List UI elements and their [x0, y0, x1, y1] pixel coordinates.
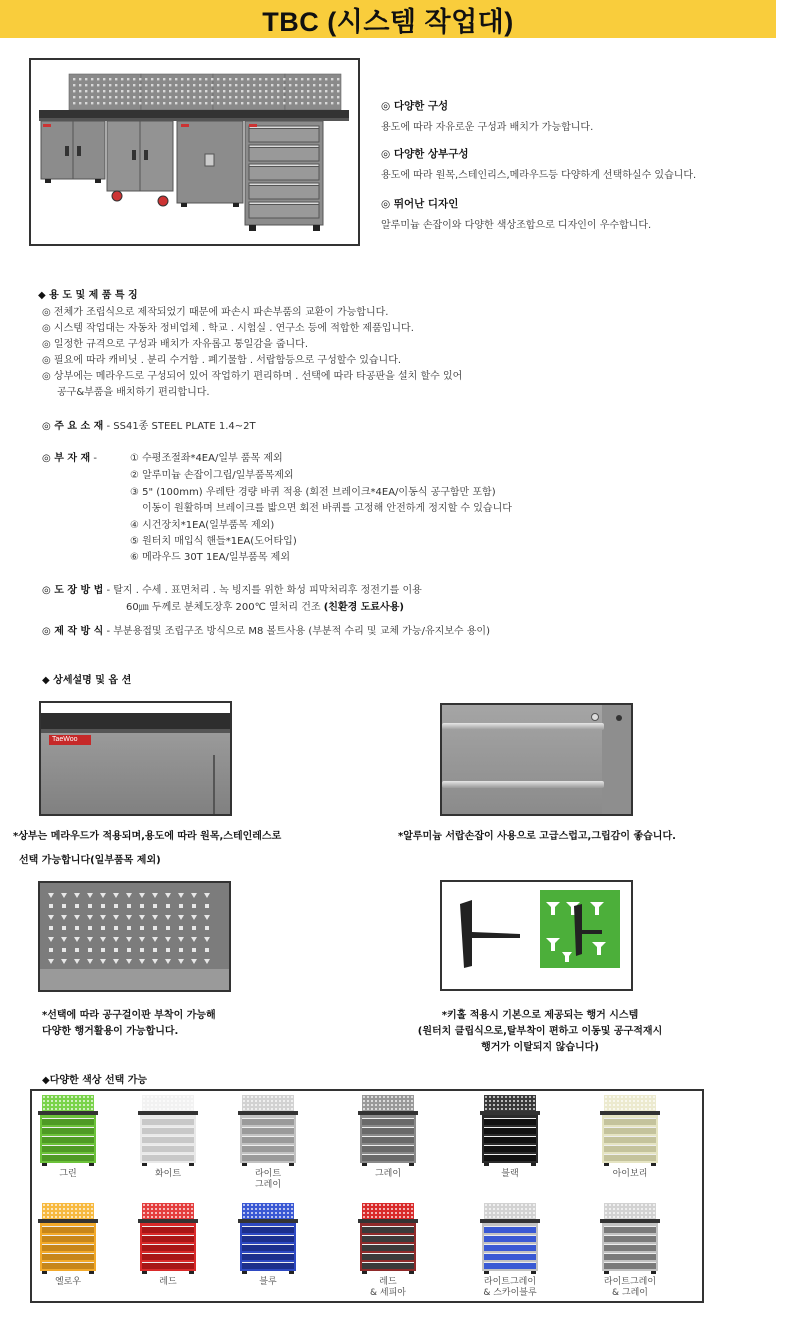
caption-4c: 행거가 이탈되지 않습니다)	[481, 1042, 599, 1053]
detail-image-drawer	[440, 703, 633, 816]
color-swatch	[358, 1095, 418, 1165]
detail-image-hanger	[440, 880, 633, 991]
feature-title: ◎ 다양한 상부구성	[381, 148, 469, 160]
accessory-item: ① 수평조절좌*4EA/일부 품목 제외	[130, 453, 283, 464]
color-swatch	[138, 1203, 198, 1273]
color-label-line: 그린	[59, 1169, 77, 1179]
caption-4a: *키홀 적용시 기본으로 제공되는 행거 시스템	[441, 1010, 639, 1021]
color-heading: ◆다양한 색상 선택 가능	[42, 1075, 148, 1086]
caption-1a: *상부는 메라우드가 적용되며,용도에 따라 원목,스테인레스로	[13, 831, 282, 842]
material-label: ◎ 주 요 소 재	[42, 421, 104, 432]
title-banner	[0, 0, 776, 38]
detail-image-top	[39, 701, 232, 816]
usage-heading: ◆ 용 도 및 제 품 특 징	[38, 290, 138, 301]
feature-2	[381, 146, 791, 181]
accessory-item: 이동이 원활하며 브레이크를 밟으면 회전 바퀴를 고정해 안전하게 정지할 수 있습니다	[142, 503, 512, 514]
color-label-line: 레드	[379, 1277, 397, 1287]
color-label-line: 라이트그레이	[603, 1277, 657, 1287]
color-swatch	[358, 1203, 418, 1273]
feature-3	[381, 196, 791, 231]
color-swatch	[238, 1203, 298, 1273]
caption-3a: *선택에 따라 공구걸이판 부착이 가능해	[42, 1010, 216, 1021]
accessory-item: ⑥ 메라우드 30T 1EA/일부품목 제외	[130, 552, 291, 563]
color-swatch	[38, 1203, 98, 1273]
feature-desc: 용도에 따라 원목,스테인리스,메라우드등 다양하게 선택하실수 있습니다.	[381, 170, 697, 181]
accessories-label: ◎ 부 자 재	[42, 453, 91, 464]
color-label	[18, 1169, 118, 1180]
color-label	[580, 1169, 680, 1180]
accessory-item: ③ 5" (100mm) 우레탄 경량 바퀴 적용 (회전 브레이크*4EA/이동식 공구함만 포함)	[130, 487, 496, 498]
accessory-item: ② 알루미늄 손잡이그립/일부품목제외	[130, 470, 294, 481]
color-label	[118, 1169, 218, 1180]
usage-item: ◎ 전체가 조립식으로 제작되었기 때문에 파손시 파손부품의 교환이 가능합니다.	[42, 307, 389, 318]
color-label	[338, 1169, 438, 1180]
color-label-line: 블랙	[501, 1169, 519, 1179]
material-value: - SS41종 STEEL PLATE 1.4~2T	[103, 421, 256, 432]
caption-3b: 다양한 행거활용이 가능합니다.	[42, 1026, 179, 1037]
accessories-dash: -	[90, 453, 97, 464]
color-swatch	[480, 1095, 540, 1165]
coating-line1: - 탈지 . 수세 . 표면처리 . 녹 빙지를 위한 화성 피막처리후 정전기를 이용	[103, 585, 422, 596]
color-label-line: & 스카이블루	[483, 1288, 537, 1298]
coating-label: ◎ 도 장 방 법	[42, 585, 104, 596]
method-value: - 부분용접및 조립구조 방식으로 M8 볼트사용 (부분적 수리 및 교체 가능/유지보수 용이)	[103, 626, 490, 637]
aluminium-handle	[442, 723, 604, 730]
color-swatch	[138, 1095, 198, 1165]
color-label-line: 아이보리	[612, 1169, 648, 1179]
color-swatch	[238, 1095, 298, 1165]
color-label	[460, 1169, 560, 1180]
color-label	[18, 1277, 118, 1288]
color-label-line: 레드	[159, 1277, 177, 1287]
accessory-item: ⑤ 원터치 매입식 핸들*1EA(도어타입)	[130, 536, 297, 547]
hanger-illustration	[442, 882, 631, 989]
color-swatch	[480, 1203, 540, 1273]
color-label-line: 옐로우	[54, 1277, 82, 1287]
hero-product-image	[29, 58, 360, 246]
page-title: TBC (시스템 작업대)	[262, 6, 514, 37]
detail-heading: ◆ 상세설명 및 옵 션	[42, 675, 132, 686]
color-swatch	[600, 1203, 660, 1273]
feature-desc: 알루미늄 손잡이와 다양한 색상조합으로 디자인이 우수합니다.	[381, 220, 652, 231]
coating-row-2	[126, 598, 404, 613]
color-options-panel	[30, 1089, 704, 1303]
color-label-line: 라이트그레이	[483, 1277, 537, 1287]
worktop-strip	[41, 713, 232, 729]
color-label-line: 화이트	[154, 1169, 182, 1179]
feature-1	[381, 98, 791, 133]
usage-item: ◎ 시스템 작업대는 자동차 정비업체 . 학교 . 시험실 . 연구소 등에 적합한 제품입니다.	[42, 323, 414, 334]
color-label	[580, 1277, 680, 1299]
caption-4b: (원터치 클립식으로,탈부착이 편하고 이동및 공구적재시	[417, 1026, 663, 1037]
coating-row	[42, 581, 422, 596]
coating-eco: (친환경 도료사용)	[323, 602, 404, 613]
caption-1b: 선택 가능합니다(일부품목 제외)	[19, 855, 161, 866]
color-label	[218, 1277, 318, 1288]
keyhole-icon	[591, 713, 599, 721]
method-row	[42, 622, 490, 637]
detail-image-pegboard	[38, 881, 231, 992]
accessory-item: ④ 시건장치*1EA(일부품목 제외)	[130, 520, 275, 531]
color-label	[460, 1277, 560, 1299]
color-swatch	[38, 1095, 98, 1165]
method-label: ◎ 제 작 방 식	[42, 626, 104, 637]
usage-item: 공구&부품을 배치하기 편리합니다.	[57, 387, 210, 398]
color-swatch	[600, 1095, 660, 1165]
workbench-illustration	[31, 60, 358, 244]
feature-desc: 용도에 따라 자유로운 구성과 배치가 가능합니다.	[381, 122, 594, 133]
usage-item: ◎ 상부에는 메라우드로 구성되어 있어 작업하기 편리하며 . 선택에 따라 타공판을 설치 할수 있어	[42, 371, 463, 382]
color-label-line: 그레이	[254, 1180, 282, 1190]
color-label-line: 그레이	[374, 1169, 402, 1179]
usage-item: ◎ 일정한 규격으로 구성과 배치가 자유롭고 통일감을 줍니다.	[42, 339, 308, 350]
color-label-line: & 세피아	[370, 1288, 406, 1298]
color-label-line: & 그레이	[612, 1288, 648, 1298]
color-label-line: 라이트	[254, 1169, 282, 1179]
color-label	[218, 1169, 318, 1191]
usage-item: ◎ 필요에 따라 캐비닛 . 분리 수거함 . 폐기물함 . 서랍함등으로 구성할수 있습니다.	[42, 355, 402, 366]
caption-2: *알루미늄 서랍손잡이 사용으로 고급스럽고,그립감이 좋습니다.	[398, 831, 676, 842]
accessories-label-row	[42, 449, 97, 464]
color-label	[338, 1277, 438, 1299]
feature-title: ◎ 다양한 구성	[381, 100, 449, 112]
aluminium-handle	[442, 781, 604, 788]
color-label-line: 블루	[259, 1277, 277, 1287]
brand-logo-tag: TaeWoo	[49, 735, 91, 745]
color-label	[118, 1277, 218, 1288]
material-row	[42, 417, 256, 432]
coating-line2: 60㎛ 두께로 분체도장후 200℃ 열처리 건조	[126, 602, 324, 613]
feature-title: ◎ 뛰어난 디자인	[381, 198, 459, 210]
pegboard-illustration	[40, 883, 229, 990]
